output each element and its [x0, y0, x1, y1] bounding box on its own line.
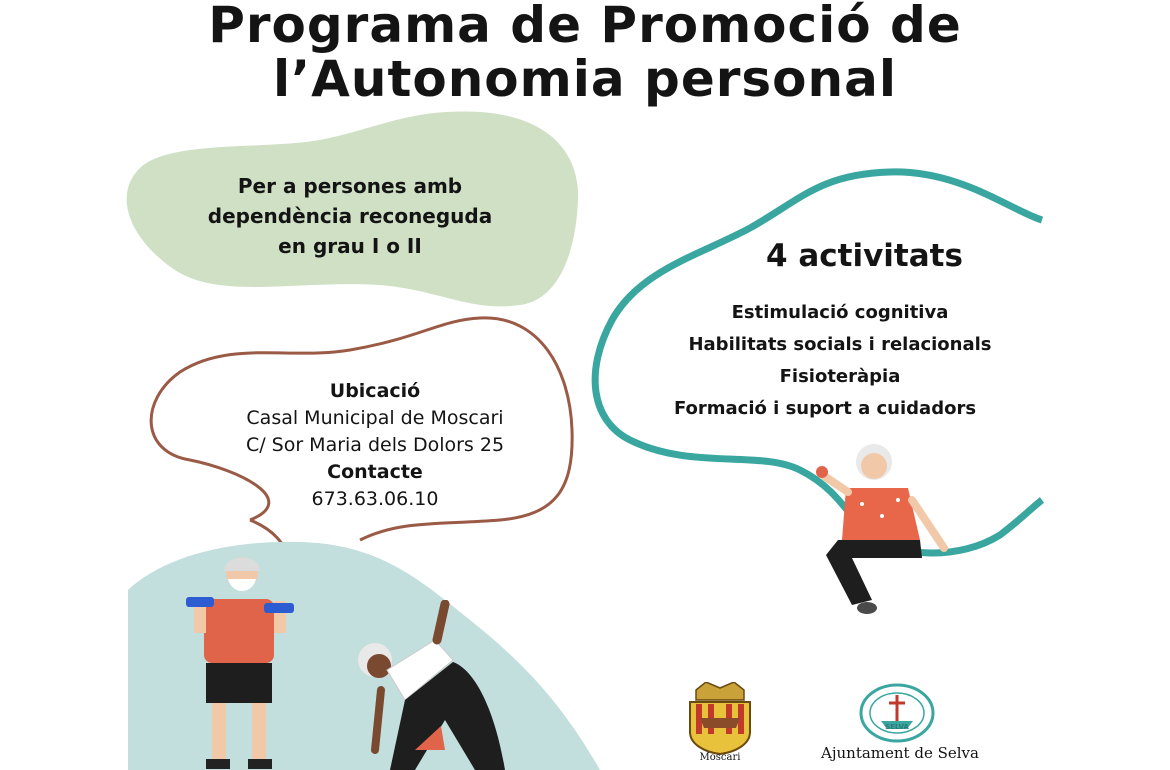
target-line-1: Per a persones amb	[237, 174, 463, 198]
target-line-2: dependència reconeguda	[207, 204, 493, 228]
location-heading: Ubicació	[329, 380, 421, 402]
woman-stretching-illustration	[345, 600, 525, 770]
moscari-caption: Moscari	[699, 752, 741, 763]
target-line-3: en grau I o II	[278, 234, 422, 258]
target-audience	[180, 171, 520, 261]
woman-sitting-illustration	[812, 440, 957, 620]
location-line-2: C/ Sor Maria dels Dolors 25	[245, 434, 505, 456]
selva-caption: Ajuntament de Selva	[821, 744, 979, 762]
activities-heading: 4 activitats	[766, 238, 963, 274]
location-line-1: Casal Municipal de Moscari	[246, 407, 504, 429]
contact-phone: 673.63.06.10	[311, 488, 439, 510]
selva-seal	[857, 683, 937, 743]
title-line-2: l’Autonomia personal	[273, 50, 897, 108]
moscari-coat-of-arms	[678, 682, 762, 762]
activity-item: Fisioteràpia	[779, 366, 901, 387]
title-line-1: Programa de Promoció de	[208, 0, 962, 54]
location-block	[195, 378, 555, 513]
activity-item: Estimulació cognitiva	[731, 302, 949, 323]
contact-heading: Contacte	[327, 461, 423, 483]
activities-list	[640, 297, 1040, 425]
activity-item: Formació i suport a cuidadors	[673, 398, 977, 419]
man-exercising-illustration	[180, 545, 310, 770]
selva-badge-text: SELVA	[885, 723, 909, 731]
activity-item: Habilitats socials i relacionals	[688, 334, 992, 355]
